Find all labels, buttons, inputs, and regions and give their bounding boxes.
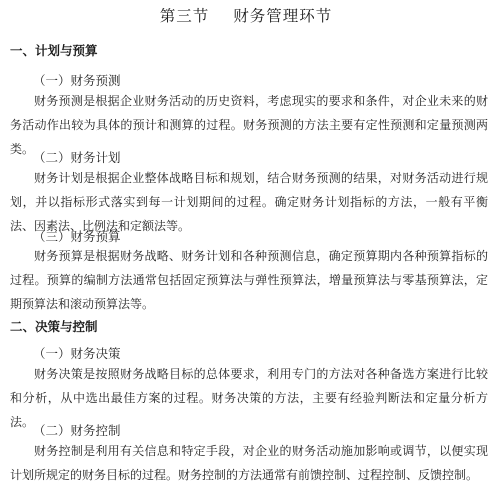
subsection-heading-budget: （三）财务预算 (33, 229, 121, 244)
paragraph-decision: 财务决策是按照财务战略目标的总体要求，利用专门的方法对各种备选方案进行比较和分析，从中选出最佳方案的过程。财务决策的方法，主要有经验判断法和定量分析方法。 (10, 367, 488, 429)
part-heading-plan-budget: 一、计划与预算 (10, 43, 98, 58)
paragraph-forecast: 财务预测是根据企业财务活动的历史资料，考虑现实的要求和条件，对企业未来的财务活动作出较为具体的预计和测算的过程。财务预测的方法主要有定性预测和定量预测两类。 (10, 94, 488, 156)
paragraph-control: 财务控制是利用有关信息和特定手段，对企业的财务活动施加影响或调节，以便实现计划所规定的财务目标的过程。财务控制的方法通常有前馈控制、过程控制、反馈控制。 (10, 444, 488, 482)
section-title-text: 财务管理环节 (233, 7, 333, 25)
paragraph-budget: 财务预算是根据财务战略、财务计划和各种预测信息，确定预算期内各种预算指标的过程。预算的编制方法通常包括固定预算法与弹性预算法，增量预算法与零基预算法，定期预算法和滚动预算法等。 (10, 249, 488, 311)
subsection-heading-control: （二）财务控制 (33, 423, 121, 438)
subsection-heading-decision: （一）财务决策 (33, 346, 121, 361)
subsection-heading-forecast: （一）财务预测 (33, 73, 121, 88)
section-number: 第三节 (159, 7, 210, 25)
paragraph-plan: 财务计划是根据企业整体战略目标和规划，结合财务预测的结果，对财务活动进行规划，并以指标形式落实到每一计划期间的过程。确定财务计划指标的方法，一般有平衡法、因素法、比例法和定额法等。 (10, 171, 488, 233)
section-title (0, 5, 492, 27)
part-heading-decision-control: 二、决策与控制 (10, 319, 98, 334)
subsection-heading-plan: （二）财务计划 (33, 150, 121, 165)
